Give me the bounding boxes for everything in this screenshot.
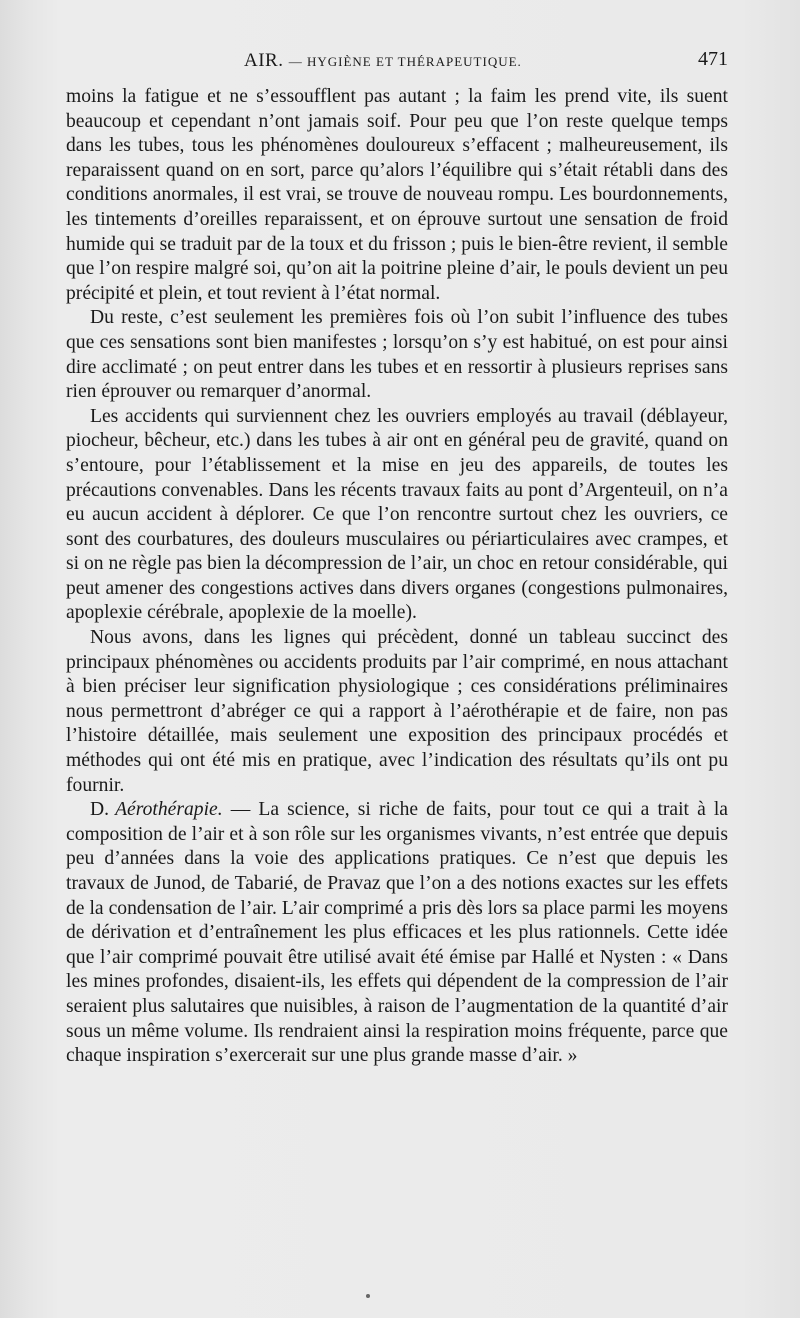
- section-term: Aérothérapie.: [115, 799, 223, 821]
- page-number: 471: [698, 48, 728, 70]
- body-text: [66, 85, 728, 1069]
- paragraph-3: Les accidents qui surviennent chez les ouvriers employés au travail (déblayeur, piocheur, bêcheur, etc.) dans les tubes à air ont en général peu de gravité, quand on s’entoure, pour l’établissement et la mise en jeu des appareils, de toutes les précautions convenables. Dans les récents travaux faits au pont d’Argenteuil, on n’a eu aucun accident à déplorer. Ce que l’on rencontre surtout chez les ouvriers, ce sont des courbatures, des douleurs musculaires ou périarticulaires avec crampes, et si on ne règle pas bien la décompression de l’air, un choc en retour considérable, qui peut amener des congestions actives dans divers organes (congestions pulmonaires, apoplexie cérébrale, apoplexie de la moelle).: [66, 405, 728, 624]
- paragraph-1: moins la fatigue et ne s’essoufflent pas autant ; la faim les prend vite, ils suent beaucoup et cependant n’ont jamais soif. Pour peu que l’on reste quelque temps dans les tubes, tous les phénomènes douloureux s’effacent ; malheureusement, ils reparaissent quand on en sort, parce qu’alors l’équilibre qui s’était rétabli dans des conditions anormales, il est vrai, se trouve de nouveau rompu. Les bourdonnements, les tintements d’oreilles reparaissent, et on éprouve surtout une sensation de froid humide qui se traduit par de la toux et du frisson ; puis le bien-être revient, il semble que l’on respire malgré soi, qu’on ait la poitrine pleine d’air, le pouls devient un peu précipité et plein, et tout revient à l’état normal.: [66, 86, 728, 304]
- running-head: [244, 50, 522, 72]
- section-marker: D.: [90, 799, 110, 821]
- section-paragraph: [66, 798, 728, 1069]
- section-text: — La science, si riche de faits, pour tout ce qui a trait à la composition de l’air et à son rôle sur les organismes vivants, n’est entrée que depuis peu d’années dans la voie des applications pratiques. Ce n’est que depuis les travaux de Junod, de Tabarié, de Pravaz que l’on a des notions exactes sur les effets de la condensation de l’air. L’air comprimé a pris dès lors sa place parmi les moyens de dérivation et d’entraînement les plus efficaces et les plus rationnels. Cette idée que l’air comprimé pouvait être utilisé avait été émise par Hallé et Nysten : « Dans les mines profondes, disaient-ils, les effets qui dépendent de la compression de l’air seraient plus salutaires que nuisibles, à raison de l’augmentation de la quantité d’air sous un même volume. Ils rendraient ainsi la respiration moins fréquente, parce que chaque inspiration s’exercerait sur une plus grande masse d’air. »: [66, 799, 728, 1067]
- page-header: [66, 46, 728, 76]
- running-head-title: AIR.: [244, 50, 284, 71]
- paragraph-2: Du reste, c’est seulement les premières fois où l’on subit l’influence des tubes que ces sensations sont bien manifestes ; lorsqu’on s’y est habitué, on est pour ainsi dire acclimaté ; on peut entrer dans les tubes et en ressortir à plusieurs reprises sans rien éprouver ou remarquer d’anormal.: [66, 307, 728, 403]
- running-head-subtitle: — HYGIÈNE ET THÉRAPEUTIQUE.: [288, 54, 522, 69]
- ink-dot: [366, 1294, 370, 1298]
- paragraph-4: Nous avons, dans les lignes qui précèdent, donné un tableau succinct des principaux phénomènes ou accidents produits par l’air comprimé, en nous attachant à bien préciser leur signification physiologique ; ces considérations préliminaires nous permettront d’abréger ce qui a rapport à l’aérothérapie et de faire, non pas l’histoire détaillée, mais seulement une exposition des principaux procédés et méthodes qui ont été mis en pratique, avec l’indication des résultats qu’ils ont pu fournir.: [66, 627, 728, 796]
